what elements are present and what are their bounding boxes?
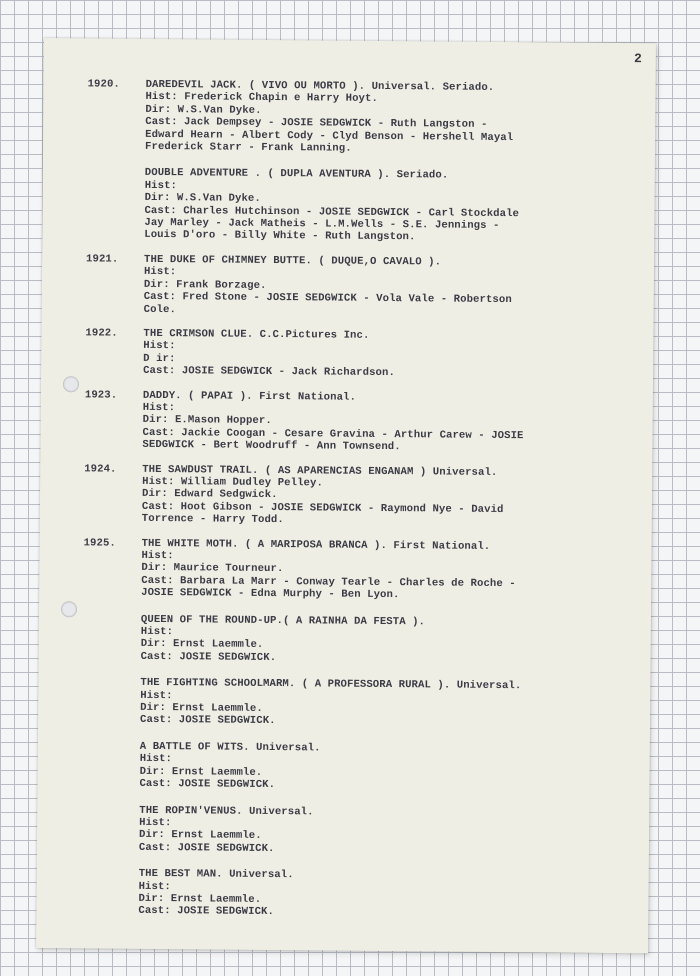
film-title: THE BEST MAN. Universal.	[138, 867, 294, 882]
film-credit-line: Cast: JOSIE SEDGWICK.	[139, 714, 276, 728]
film-credit-line: Hist: Frederick Chapin e Harry Hoyt.	[145, 91, 378, 106]
film-title: DADDY. ( PAPAI ). First National.	[142, 389, 357, 404]
film-credit-line: JOSIE SEDGWICK - Edna Murphy - Ben Lyon.	[141, 587, 400, 602]
year-label: 1922.	[85, 327, 118, 340]
year-block	[84, 463, 633, 530]
year-label: 1920.	[87, 78, 120, 91]
film-title: THE WHITE MOTH. ( A MARIPOSA BRANCA ). First National.	[141, 537, 491, 553]
film-credit-line: Frederick Starr - Frank Lanning.	[145, 140, 352, 155]
film-entry	[142, 463, 633, 529]
film-entry	[141, 537, 632, 603]
film-credit-line: Dir: Ernst Laemmle.	[138, 829, 262, 843]
year-block	[85, 327, 633, 381]
film-credit-line: Dir: Frank Borzage.	[143, 278, 267, 292]
film-list	[144, 254, 635, 320]
film-credit-line: Cast: JOSIE SEDGWICK.	[140, 650, 277, 664]
film-credit-line: Jay Marley - Jack Matheis - L.M.Wells - S.E. Jennings -	[144, 216, 500, 233]
film-credit-line: Dir: Maurice Tourneur.	[141, 562, 284, 576]
film-entry	[142, 389, 633, 455]
film-credit-line: Cast: JOSIE SEDGWICK.	[138, 841, 275, 855]
film-title: THE CRIMSON CLUE. C.C.Pictures Inc.	[143, 327, 370, 342]
film-entry	[144, 254, 635, 320]
film-credit-line: Cast: JOSIE SEDGWICK - Jack Richardson.	[143, 365, 395, 380]
film-credit-line: Cast: Barbara La Marr - Conway Tearle - Charles de Roche -	[141, 574, 516, 590]
film-credit-line: Hist:	[141, 549, 174, 563]
film-title: DOUBLE ADVENTURE . ( DUPLA AVENTURA ). Seriado.	[144, 167, 449, 182]
film-credit-line: Dir: Ernst Laemmle.	[140, 638, 264, 652]
page-number: 2	[633, 51, 642, 67]
film-title: DAREDEVIL JACK. ( VIVO OU MORTO ). Universal. Seriado.	[145, 78, 495, 94]
film-credit-line: Cast: Hoot Gibson - JOSIE SEDGWICK - Raymond Nye - David	[141, 500, 504, 516]
year-label: 1925.	[83, 536, 116, 550]
film-credit-line: Cast: JOSIE SEDGWICK.	[138, 905, 275, 919]
film-credit-line: Hist:	[140, 689, 173, 702]
film-title: THE ROPIN'VENUS. Universal.	[139, 804, 314, 818]
film-credit-line: SEDGWICK - Bert Woodruff - Ann Townsend.	[142, 439, 401, 454]
year-label: 1921.	[86, 253, 119, 266]
filmography-list	[80, 78, 635, 933]
film-credit-line: Torrence - Harry Todd.	[141, 513, 284, 527]
year-label: 1924.	[84, 462, 117, 476]
film-list	[142, 463, 633, 529]
film-credit-line: Dir: Ernst Laemmle.	[140, 701, 263, 715]
film-title: THE SAWDUST TRAIL. ( AS APARENCIAS ENGANAM ) Universal.	[142, 463, 498, 479]
film-list	[143, 328, 633, 382]
film-credit-line: Edward Hearn - Albert Cody - Clyd Benson - Hershell Mayal	[145, 128, 514, 144]
film-entry	[145, 79, 636, 158]
film-credit-line: Hist:	[143, 266, 177, 279]
film-credit-line: Dir: E.Mason Hopper.	[142, 414, 272, 428]
film-credit-line: Hist:	[138, 880, 171, 893]
film-credit-line: Cast: JOSIE SEDGWICK.	[139, 777, 276, 792]
film-title: QUEEN OF THE ROUND-UP.( A RAINHA DA FESTA ).	[140, 613, 426, 628]
film-credit-line: Cast: Jack Dempsey - JOSIE SEDGWICK - Ruth Langston -	[145, 116, 488, 132]
year-block	[86, 253, 635, 320]
film-credit-line: Dir: W.S.Van Dyke.	[144, 192, 261, 206]
punch-hole	[63, 376, 79, 392]
film-credit-line: Cole.	[143, 303, 176, 316]
year-block	[86, 78, 635, 246]
film-title: THE FIGHTING SCHOOLMARM. ( A PROFESSORA RURAL ). Universal.	[140, 677, 522, 693]
film-list	[144, 79, 635, 246]
film-credit-line: Hist:	[139, 816, 172, 830]
film-credit-line: Hist:	[142, 401, 176, 415]
film-entry	[139, 804, 629, 858]
film-credit-line: Cast: Jackie Coogan - Cesare Gravina - Arthur Carew - JOSIE	[142, 426, 524, 442]
film-entry	[139, 741, 629, 795]
film-credit-line: Hist:	[144, 179, 178, 193]
film-credit-line: Hist:	[143, 340, 176, 353]
film-entry	[144, 167, 635, 246]
year-block	[84, 389, 633, 456]
film-entry	[138, 868, 628, 922]
film-entry	[143, 328, 633, 382]
film-title: THE DUKE OF CHIMNEY BUTTE. ( DUQUE,O CAVALO ).	[144, 253, 442, 269]
year-block	[80, 537, 631, 922]
film-credit-line: D ir:	[143, 352, 176, 365]
film-credit-line: Cast: Charles Hutchinson - JOSIE SEDGWICK - Carl Stockdale	[144, 204, 520, 220]
film-credit-line: Dir: Ernst Laemmle.	[138, 892, 262, 906]
film-entry	[141, 613, 631, 667]
film-title: A BATTLE OF WITS. Universal.	[139, 740, 321, 755]
film-credit-line: Dir: Edward Sedgwick.	[141, 488, 278, 502]
film-credit-line: Hist:	[140, 625, 174, 639]
film-credit-line: Louis D'oro - Billy White - Ruth Langston.	[144, 229, 416, 244]
film-list	[142, 389, 633, 455]
film-credit-line: Dir: Ernst Laemmle.	[139, 765, 263, 779]
year-label: 1923.	[84, 388, 118, 402]
film-credit-line: Dir: W.S.Van Dyke.	[145, 103, 262, 117]
punch-hole	[61, 601, 77, 617]
film-credit-line: Cast: Fred Stone - JOSIE SEDGWICK - Vola Vale - Robertson	[143, 290, 512, 307]
typewritten-page	[36, 38, 656, 953]
film-entry	[140, 677, 630, 731]
film-list	[138, 537, 631, 921]
film-credit-line: Hist: William Dudley Pelley.	[142, 475, 323, 490]
film-credit-line: Hist:	[139, 753, 173, 766]
